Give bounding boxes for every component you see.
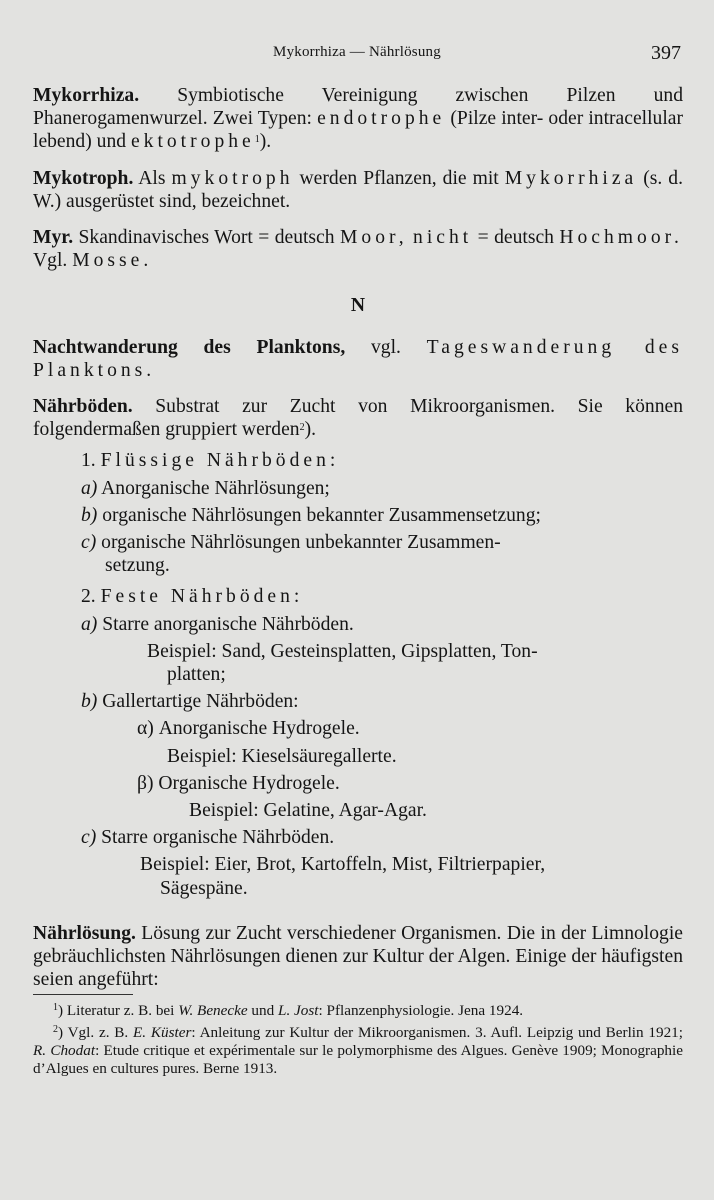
example-line [33, 853, 683, 899]
footnote-author: L. Jost [278, 1002, 319, 1019]
list-letter: b) [81, 504, 98, 526]
footnote-rule [33, 994, 133, 995]
list-text: Anorganische Nährlösungen; [101, 477, 330, 499]
footnote-author: W. Benecke [178, 1002, 248, 1019]
footnote [33, 1024, 683, 1078]
list-item [33, 690, 683, 713]
example-text: Beispiel: Sand, Gesteinsplatten, Gipsplatten, Ton- [147, 640, 538, 662]
section-letter: N [350, 295, 366, 317]
footnote-text: ) Vgl. z. B. [58, 1024, 129, 1041]
list-letter: c) [81, 827, 97, 849]
entry-text: Vgl. [33, 250, 68, 272]
list-text: Starre organische Nährböden. [101, 827, 335, 849]
entry-text: (Pilze inter- oder intracellular lebend) und [33, 108, 683, 153]
list-item [33, 613, 683, 636]
entry-text: Substrat zur Zucht von Mikroorganismen. Sie können folgendermaßen gruppiert werden [33, 396, 683, 441]
entry-text: werden Pflanzen, die mit [299, 167, 499, 189]
footnote-text: : Pflanzenphysiologie. Jena 1924. [318, 1002, 524, 1019]
list-text: Gallertartige Nährböden: [102, 691, 299, 713]
spaced-term: mykotroph [171, 167, 294, 189]
footnote-text: ) Literatur z. B. bei [58, 1002, 175, 1019]
footnote [33, 1002, 683, 1020]
entry-text: = deutsch [477, 227, 554, 249]
footnote-text: : Anleitung zur Kultur der Mikroorganismen. 3. Aufl. Leipzig und Berlin 1921; [191, 1024, 683, 1041]
example-text: Beispiel: Gelatine, Agar-Agar. [189, 800, 427, 822]
spaced-term: Mykorrhiza [504, 167, 638, 189]
entry-text: (s. d. W.) ausgerüstet sind, bezeichnet. [33, 167, 683, 212]
entry-term: Nährlösung. [33, 922, 136, 944]
example-line [33, 640, 683, 686]
entry-text: Lösung zur Zucht verschiedener Organismen. Die in der Limnologie gebräuchlichsten Nährlösungen dienen zur Kultur der Algen. Einige der häufigsten seien angeführt: [33, 922, 683, 991]
list-text: Anorganische Hydrogele. [158, 718, 360, 740]
entry-text: ). [304, 419, 317, 441]
footnote-author: E. Küster [133, 1024, 192, 1041]
entry-term: Mykotroph. [33, 167, 134, 189]
spaced-term: ektotrophe [130, 131, 255, 153]
entry-text: vgl. [370, 336, 401, 358]
example-line [33, 799, 683, 822]
entry-term: Nährböden. [33, 396, 133, 418]
entry-text: Symbiotische Vereinigung zwischen Pilzen und Phanerogamenwurzel. Zwei Typen: [33, 85, 683, 130]
list-number: 2. [81, 586, 96, 608]
list-item [33, 717, 683, 740]
entry-mykorrhiza [33, 84, 683, 154]
page-number: 397 [651, 42, 681, 64]
entry-term: Mykorrhiza. [33, 85, 140, 106]
footnote-author: R. Chodat [33, 1042, 96, 1059]
example-text: Beispiel: Eier, Brot, Kartoffeln, Mist, Filtrierpapier, [140, 854, 546, 876]
list-text: organische Nährlösungen bekannter Zusammensetzung; [102, 504, 541, 526]
footnotes [33, 1002, 683, 1082]
entry-text: Als [138, 167, 166, 189]
entry-naehrboeden [33, 395, 683, 441]
list-letter: c) [81, 532, 97, 554]
spaced-term: endotrophe [317, 108, 446, 130]
footnote-text: und [251, 1002, 275, 1019]
spaced-term: Tageswanderung des Planktons. [33, 336, 683, 381]
footnote-mark: 2 [53, 1024, 58, 1035]
spaced-term: Mosse. [72, 250, 153, 272]
footnote-text: : Etude critique et expérimentale sur le polymorphisme des Algues. Genève 1909; Monographie d’Algues en cultures pures. Berne 1913. [33, 1042, 683, 1077]
list-item [33, 504, 683, 527]
list-label: Flüssige Nährböden: [100, 450, 340, 472]
example-text: Sägespäne. [160, 877, 248, 899]
list-item [33, 585, 683, 608]
running-head: Mykorrhiza — Nährlösung [273, 44, 441, 60]
entry-term: Myr. [33, 227, 74, 249]
entry-nachtwanderung [33, 336, 683, 382]
page-body [33, 84, 683, 992]
list-letter: α) [137, 718, 154, 740]
list-text: setzung. [105, 555, 170, 577]
list-letter: a) [81, 613, 98, 635]
spaced-term: Moor, [339, 227, 408, 249]
list-letter: b) [81, 691, 98, 713]
entry-mykotroph [33, 167, 683, 213]
list-text: organische Nährlösungen unbekannter Zusammen- [101, 532, 501, 554]
footnote-ref: 2 [299, 422, 305, 434]
list-text: Starre anorganische Nährböden. [102, 613, 354, 635]
entry-text: Skandinavisches Wort = deutsch [78, 227, 335, 249]
list-item [33, 772, 683, 795]
list-item [33, 477, 683, 500]
list-number: 1. [81, 450, 96, 472]
example-text: Beispiel: Kieselsäuregallerte. [167, 745, 397, 767]
entry-naehrloesung [33, 922, 683, 992]
footnote-ref: 1 [254, 134, 260, 146]
entry-myr [33, 226, 683, 272]
list-text: Organische Hydrogele. [158, 772, 340, 794]
entry-text: ). [259, 131, 272, 153]
spaced-term: nicht [413, 227, 473, 249]
list-item [33, 826, 683, 849]
example-line [33, 745, 683, 768]
example-text: platten; [167, 664, 226, 686]
entry-term: Nachtwanderung des Planktons, [33, 336, 346, 358]
list-letter: β) [137, 772, 154, 794]
footnote-mark: 1 [53, 1002, 58, 1013]
list-item [33, 449, 683, 472]
list-item [33, 531, 683, 577]
list-label: Feste Nährböden: [100, 586, 304, 608]
spaced-term: Hochmoor. [559, 227, 683, 249]
list-letter: a) [81, 477, 98, 499]
